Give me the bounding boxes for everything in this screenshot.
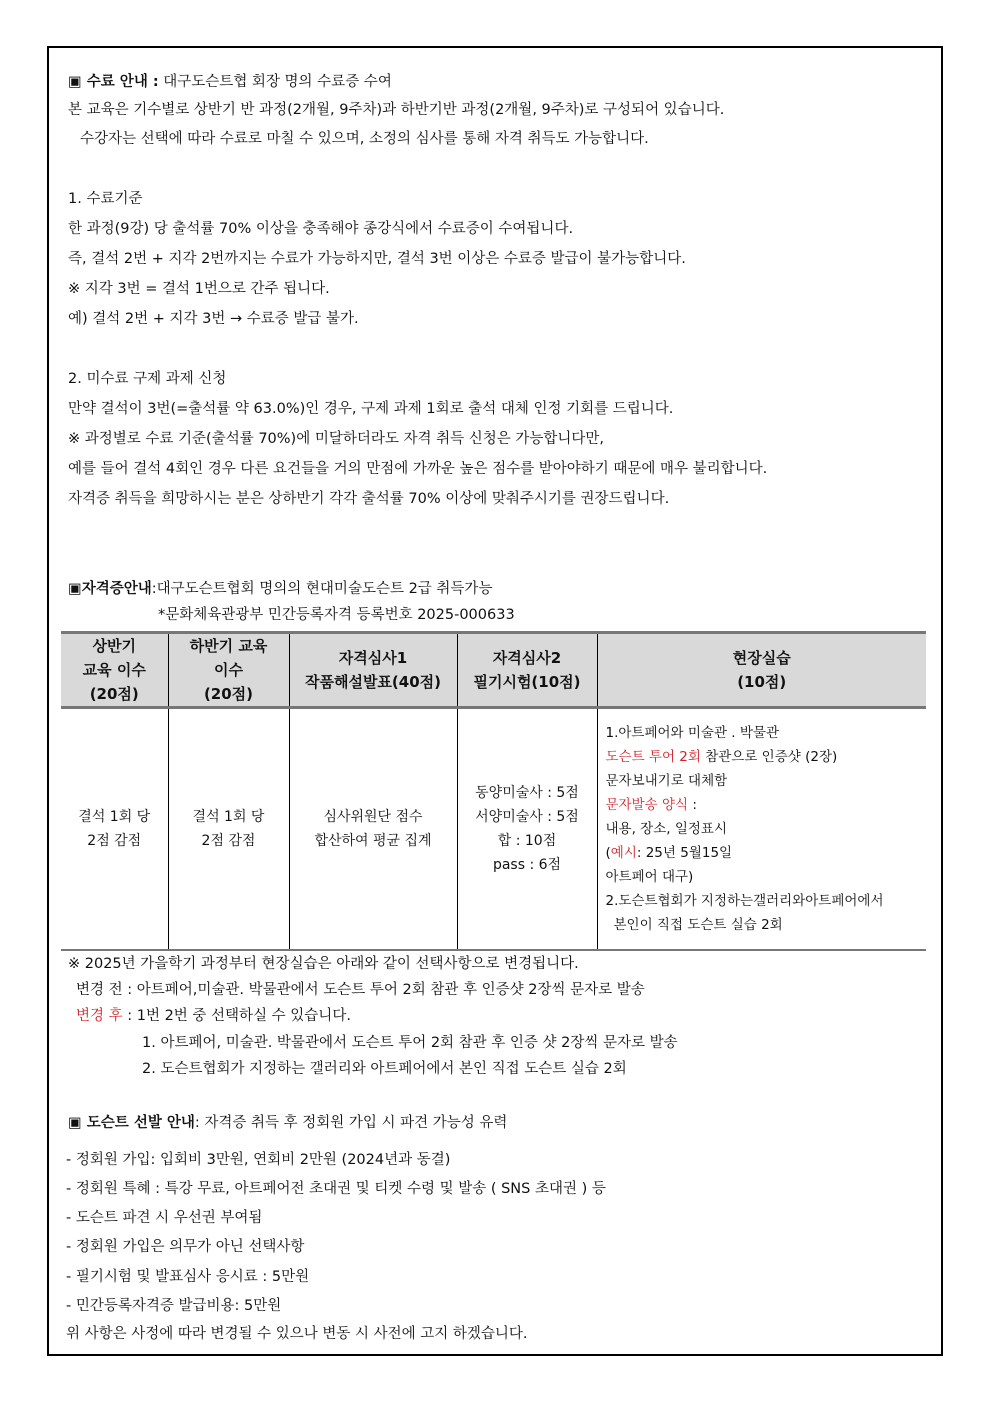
docent-heading-text: : 자격증 취득 후 정회원 가입 시 파견 가능성 유력 (194, 1115, 508, 1131)
criteria-line-1: 한 과정(9강) 당 출석률 70% 이상을 충족해야 종강식에서 수료증이 수여됩니다. (68, 221, 574, 237)
criteria-line-2: 즉, 결석 2번 + 지각 2번까지는 수료가 가능하지만, 결석 3번 이상은 수료증 발급이 불가능합니다. (68, 251, 686, 267)
header-first-half: 상반기 교육 이수 (20점) (61, 633, 168, 708)
header-exam-1: 자격심사1 작품해설발표(40점) (289, 633, 457, 708)
table-header-row (61, 633, 926, 708)
docent-heading-label: ▣ 도슨트 선발 안내 (68, 1115, 195, 1131)
completion-intro-2: 수강자는 선택에 따라 수료로 마칠 수 있으며, 소정의 심사를 통해 자격 취득도 가능합니다. (80, 131, 649, 147)
list-item: - 정회원 가입: 입회비 3만원, 연회비 2만원 (2024년과 동결) (66, 1152, 451, 1168)
certificate-heading (68, 579, 492, 599)
completion-heading-label: ▣ 수료 안내 : (68, 74, 159, 90)
remedy-line-2: ※ 과정별로 수료 기준(출석률 70%)에 미달하더라도 자격 취득 신청은 가능합니다만, (68, 431, 604, 447)
list-item: - 필기시험 및 발표심사 응시료 : 5만원 (66, 1269, 310, 1285)
footer-notice: 위 사항은 사정에 따라 변경될 수 있으나 변동 시 사전에 고지 하겠습니다. (66, 1326, 528, 1342)
remedy-title: 2. 미수료 구제 과제 신청 (68, 371, 227, 387)
certificate-heading-text: :대구도슨트협회 명의의 현대미술도슨트 2급 취득가능 (151, 581, 493, 597)
cell-second-half: 결석 1회 당 2점 감점 (168, 708, 289, 951)
completion-heading (68, 72, 392, 92)
change-option-2: 2. 도슨트협회가 지정하는 갤러리와 아트페어에서 본인 직접 도슨트 실습 2회 (142, 1061, 627, 1077)
remedy-line-3: 예를 들어 결석 4회인 경우 다른 요건들을 거의 만점에 가까운 높은 점수를 받아야하기 때문에 매우 불리합니다. (68, 461, 768, 477)
list-item: - 도슨트 파견 시 우선권 부여됨 (66, 1210, 263, 1226)
cell-field-practice: 1.아트페어와 미술관 . 박물관 도슨트 투어 2회 참관으로 인증샷 (2장) 문자보내기로 대체함 문자발송 양식 : 내용, 장소, 일정표시 (예시: 25년 5월15일 아트페어 대구) 2.도슨트협회가 지정하는갤러리와아트페어에서 본인이 직접 도슨트 실습 2회 (597, 708, 926, 951)
list-item: - 민간등록자격증 발급비용: 5만원 (66, 1298, 282, 1314)
certificate-table (61, 631, 926, 951)
change-before: 변경 전 : 아트페어,미술관. 박물관에서 도슨트 투어 2회 참관 후 인증샷 2장씩 문자로 발송 (76, 982, 645, 998)
header-exam-2: 자격심사2 필기시험(10점) (457, 633, 597, 708)
criteria-line-4: 예) 결석 2번 + 지각 3번 → 수료증 발급 불가. (68, 311, 359, 327)
docent-heading (68, 1113, 507, 1133)
list-item: - 정회원 가입은 의무가 아닌 선택사항 (66, 1239, 305, 1255)
remedy-line-1: 만약 결석이 3번(=출석률 약 63.0%)인 경우, 구제 과제 1회로 출석 대체 인정 기회를 드립니다. (68, 401, 674, 417)
registration-number: *문화체육관광부 민간등록자격 등록번호 2025-000633 (158, 607, 515, 623)
criteria-line-3: ※ 지각 3번 = 결석 1번으로 간주 됩니다. (68, 281, 330, 297)
cell-exam-2: 동양미술사 : 5점 서양미술사 : 5점 합 : 10점 pass : 6점 (457, 708, 597, 951)
table-row (61, 708, 926, 951)
criteria-title: 1. 수료기준 (68, 191, 143, 207)
completion-heading-text: 대구도슨트협 회장 명의 수료증 수여 (158, 74, 392, 90)
cell-exam-1: 심사위원단 점수 합산하여 평균 집계 (289, 708, 457, 951)
change-option-1: 1. 아트페어, 미술관. 박물관에서 도슨트 투어 2회 참관 후 인증 샷 2장씩 문자로 발송 (142, 1035, 678, 1051)
change-notice: ※ 2025년 가을학기 과정부터 현장실습은 아래와 같이 선택사항으로 변경됩니다. (68, 956, 579, 972)
certificate-heading-label: ▣자격증안내 (68, 581, 152, 597)
list-item: - 정회원 특혜 : 특강 무료, 아트페어전 초대권 및 티켓 수령 및 발송 ( SNS 초대권 ) 등 (66, 1181, 606, 1197)
completion-intro-1: 본 교육은 기수별로 상반기 반 과정(2개월, 9주차)과 하반기반 과정(2개월, 9주차)로 구성되어 있습니다. (68, 102, 725, 118)
header-second-half: 하반기 교육 이수 (20점) (168, 633, 289, 708)
remedy-line-4: 자격증 취득을 희망하시는 분은 상하반기 각각 출석률 70% 이상에 맞춰주시기를 권장드립니다. (68, 491, 670, 507)
header-field-practice: 현장실습 (10점) (597, 633, 926, 708)
change-after: 변경 후 : 1번 2번 중 선택하실 수 있습니다. (76, 1008, 351, 1024)
cell-first-half: 결석 1회 당 2점 감점 (61, 708, 168, 951)
